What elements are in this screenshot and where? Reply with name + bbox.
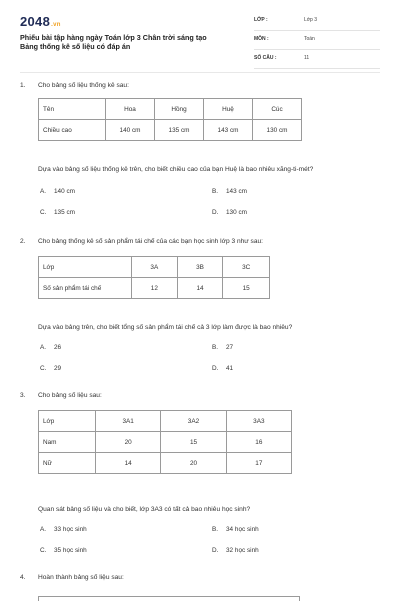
option-letter: C.	[40, 547, 47, 554]
logo-main: 2048	[20, 14, 51, 29]
answer-option-d[interactable]	[212, 365, 233, 372]
title-line-2: Bảng thống kê số liệu có đáp án	[20, 42, 131, 51]
question-heading	[20, 82, 380, 94]
question-number: 1.	[20, 82, 26, 89]
option-letter: D.	[212, 365, 219, 372]
answer-option-a[interactable]	[40, 344, 61, 351]
table-cell: 15	[161, 432, 226, 453]
option-text: 140 cm	[54, 188, 75, 195]
option-text: 32 học sinh	[226, 547, 259, 554]
question-heading	[20, 392, 380, 404]
option-letter: A.	[40, 526, 47, 533]
table-cell: 135 cm	[155, 120, 204, 141]
title-line-1: Phiếu bài tập hàng ngày Toán lớp 3 Chân trời sáng tạo	[20, 33, 207, 42]
table-cell: 3C	[223, 257, 270, 278]
question-number: 2.	[20, 238, 26, 245]
option-letter: D.	[212, 547, 219, 554]
table-cell: 15	[223, 278, 270, 299]
table-cell: Lớp	[39, 411, 96, 432]
site-logo[interactable]	[20, 14, 61, 29]
logo-suffix: .vn	[51, 22, 61, 28]
table-cell: 20	[96, 432, 161, 453]
data-table	[38, 410, 292, 474]
answer-option-b[interactable]	[212, 526, 259, 533]
meta-label: LỚP :	[254, 17, 268, 23]
table-cell: 130 cm	[253, 120, 302, 141]
question-prompt: Quan sát bảng số liệu và cho biết, lớp 3A3 có tất cả bao nhiêu học sinh?	[38, 506, 251, 513]
header-divider	[20, 72, 380, 73]
option-letter: B.	[212, 188, 219, 195]
question-heading	[20, 238, 380, 250]
question-prompt: Dựa vào bảng số liệu thống kê trên, cho biết chiều cao của bạn Huệ là bao nhiêu xăng-ti-mét?	[38, 166, 314, 173]
table-cell: 3A3	[226, 411, 291, 432]
table-cell: Hồng	[155, 99, 204, 120]
option-letter: C.	[40, 365, 47, 372]
question-4	[20, 574, 380, 586]
answer-option-d[interactable]	[212, 547, 259, 554]
table-cell: 3A1	[96, 411, 161, 432]
table-row	[39, 99, 302, 120]
meta-label: MÔN :	[254, 36, 269, 42]
answer-option-c[interactable]	[40, 365, 61, 372]
answer-option-a[interactable]	[40, 188, 75, 195]
table-cell: 17	[226, 453, 291, 474]
meta-row-class	[254, 14, 380, 31]
meta-row-question-count	[254, 52, 380, 69]
question-text: Cho bảng thống kê số sản phẩm tái chế của các bạn học sinh lớp 3 như sau:	[38, 238, 264, 245]
answer-option-c[interactable]	[40, 209, 75, 216]
meta-value: Lớp 3	[304, 17, 318, 23]
table-cell: 14	[177, 278, 223, 299]
table-cell: 16	[226, 432, 291, 453]
data-table	[38, 98, 302, 141]
option-letter: D.	[212, 209, 219, 216]
option-text: 29	[54, 365, 62, 372]
table-cell: Nam	[39, 432, 96, 453]
table-cell: 12	[132, 278, 178, 299]
option-text: 35 học sinh	[54, 547, 87, 554]
table-cell: Cúc	[253, 99, 302, 120]
worksheet-title	[20, 33, 207, 51]
meta-label: SỐ CÂU :	[254, 55, 277, 61]
worksheet-meta	[254, 14, 380, 71]
table-cell: Hoa	[106, 99, 155, 120]
question-2	[20, 238, 380, 372]
data-table-partial	[38, 596, 300, 601]
table-cell: Huệ	[204, 99, 253, 120]
answer-option-c[interactable]	[40, 547, 87, 554]
option-text: 135 cm	[54, 209, 75, 216]
table-cell: Chiều cao	[39, 120, 106, 141]
table-cell: 143 cm	[204, 120, 253, 141]
question-number: 4.	[20, 574, 26, 581]
table-cell: Lớp	[39, 257, 132, 278]
table-row	[39, 453, 292, 474]
option-letter: A.	[40, 344, 47, 351]
question-text: Cho bảng số liệu thống kê sau:	[38, 82, 129, 89]
question-text: Hoàn thành bảng số liệu sau:	[38, 574, 124, 581]
option-letter: B.	[212, 526, 219, 533]
meta-value: 11	[304, 55, 310, 61]
option-text: 33 học sinh	[54, 526, 87, 533]
question-heading	[20, 574, 380, 586]
option-text: 143 cm	[226, 188, 247, 195]
table-row	[39, 120, 302, 141]
question-1	[20, 82, 380, 216]
table-row	[39, 411, 292, 432]
table-cell: 14	[96, 453, 161, 474]
question-3	[20, 392, 380, 554]
option-text: 41	[226, 365, 234, 372]
table-cell: 3B	[177, 257, 223, 278]
meta-row-subject	[254, 33, 380, 50]
option-text: 27	[226, 344, 234, 351]
option-text: 34 học sinh	[226, 526, 259, 533]
table-row	[39, 257, 270, 278]
answer-option-a[interactable]	[40, 526, 87, 533]
option-text: 26	[54, 344, 62, 351]
table-row	[39, 432, 292, 453]
option-letter: C.	[40, 209, 47, 216]
meta-value: Toán	[304, 36, 315, 42]
question-prompt: Dựa vào bảng trên, cho biết tổng số sản phẩm tái chế cả 3 lớp làm được là bao nhiêu?	[38, 324, 293, 331]
table-row	[39, 278, 270, 299]
data-table	[38, 256, 270, 299]
question-number: 3.	[20, 392, 26, 399]
option-letter: B.	[212, 344, 219, 351]
answer-option-b[interactable]	[212, 344, 233, 351]
question-text: Cho bảng số liệu sau:	[38, 392, 102, 399]
option-text: 130 cm	[226, 209, 247, 216]
answer-option-d[interactable]	[212, 209, 247, 216]
table-cell: 3A2	[161, 411, 226, 432]
option-letter: A.	[40, 188, 47, 195]
table-cell: Số sản phẩm tái chế	[39, 278, 132, 299]
table-cell: 140 cm	[106, 120, 155, 141]
worksheet-header	[20, 12, 380, 68]
table-cell: 20	[161, 453, 226, 474]
table-cell: Nữ	[39, 453, 96, 474]
answer-option-b[interactable]	[212, 188, 247, 195]
table-cell: 3A	[132, 257, 178, 278]
table-cell: Tên	[39, 99, 106, 120]
